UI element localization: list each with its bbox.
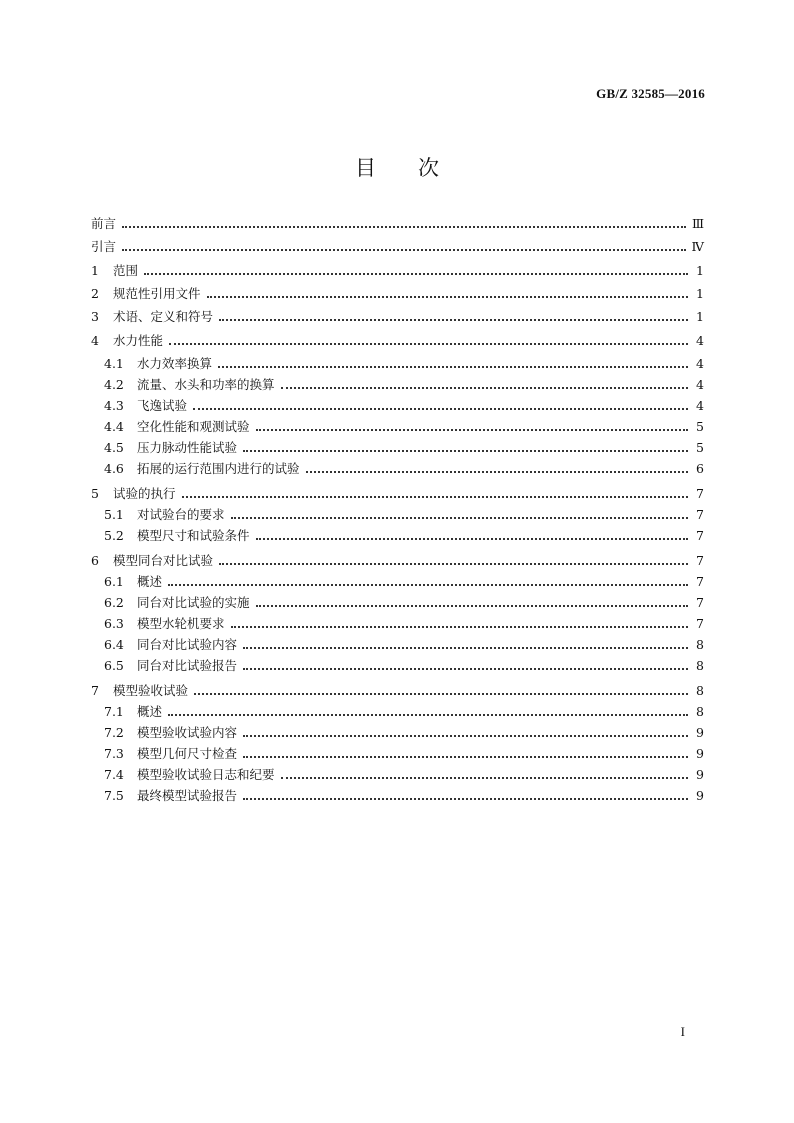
dot-leader xyxy=(207,296,688,298)
toc-entry-label: 规范性引用文件 xyxy=(113,286,201,301)
toc-entry-page: 7 xyxy=(696,616,704,631)
toc-entry[interactable] xyxy=(91,727,704,740)
dot-leader xyxy=(144,273,688,275)
toc-entry-number: 7.4 xyxy=(104,767,124,782)
toc-entry-page: 8 xyxy=(696,658,704,673)
toc-entry-page: Ⅳ xyxy=(691,239,704,254)
toc-entry-number: 7.1 xyxy=(104,704,124,719)
toc-entry-number: 3 xyxy=(91,309,99,324)
toc-entry-page: 9 xyxy=(696,788,704,803)
toc-entry-number: 7.2 xyxy=(104,725,124,740)
page-number: I xyxy=(680,1024,685,1039)
dot-leader xyxy=(243,735,688,737)
dot-leader xyxy=(231,517,688,519)
toc-entry-label: 同台对比试验内容 xyxy=(137,637,238,652)
toc-entry-label: 模型同台对比试验 xyxy=(113,553,214,568)
dot-leader xyxy=(243,450,688,452)
toc-entry[interactable] xyxy=(91,706,704,719)
toc-entry-page: 7 xyxy=(696,528,704,543)
dot-leader xyxy=(243,647,688,649)
dot-leader xyxy=(243,668,688,670)
dot-leader xyxy=(169,343,688,345)
toc-entry[interactable] xyxy=(91,421,704,434)
dot-leader xyxy=(168,584,688,586)
toc-entry-page: 9 xyxy=(696,746,704,761)
toc-entry-number: 7 xyxy=(91,683,99,698)
toc-entry-number: 6.1 xyxy=(104,574,124,589)
toc-entry[interactable] xyxy=(91,265,704,278)
toc-entry-number: 2 xyxy=(91,286,99,301)
toc-entry-page: 7 xyxy=(696,574,704,589)
toc-entry-page: 1 xyxy=(696,263,704,278)
toc-entry-label: 引言 xyxy=(91,239,117,254)
toc-entry-label: 流量、水头和功率的换算 xyxy=(137,377,275,392)
title-char-1: 目 xyxy=(355,156,376,180)
toc-entry[interactable] xyxy=(91,463,704,476)
toc-entry[interactable] xyxy=(91,442,704,455)
toc-entry-number: 1 xyxy=(91,263,99,278)
toc-entry-label: 模型尺寸和试验条件 xyxy=(137,528,250,543)
toc-entry-label: 同台对比试验报告 xyxy=(137,658,238,673)
toc-entry-number: 4.3 xyxy=(104,398,124,413)
toc-entry-number: 4 xyxy=(91,333,99,348)
toc-entry-page: 1 xyxy=(696,309,704,324)
toc-entry-number: 6.3 xyxy=(104,616,124,631)
toc-entry-page: 9 xyxy=(696,767,704,782)
dot-leader xyxy=(193,408,688,410)
toc-entry-label: 试验的执行 xyxy=(113,486,176,501)
toc-entry-label: 空化性能和观测试验 xyxy=(137,419,250,434)
dot-leader xyxy=(256,429,688,431)
toc-entry[interactable] xyxy=(91,241,704,254)
toc-entry-number: 5.2 xyxy=(104,528,124,543)
dot-leader xyxy=(281,777,688,779)
toc-entry-number: 4.1 xyxy=(104,356,124,371)
toc-entry-label: 概述 xyxy=(137,574,163,589)
toc-entry[interactable] xyxy=(91,618,704,631)
toc-entry-label: 概述 xyxy=(137,704,163,719)
toc-entry[interactable] xyxy=(91,748,704,761)
toc-entry[interactable] xyxy=(91,639,704,652)
title-char-2: 次 xyxy=(418,156,439,180)
toc-entry-number: 6.5 xyxy=(104,658,124,673)
toc-entry-page: 7 xyxy=(696,507,704,522)
dot-leader xyxy=(168,714,688,716)
toc-entry-label: 术语、定义和符号 xyxy=(113,309,214,324)
toc-entry-number: 7.5 xyxy=(104,788,124,803)
toc-entry[interactable] xyxy=(91,358,704,371)
toc-entry-number: 4.6 xyxy=(104,461,124,476)
toc-entry-number: 5 xyxy=(91,486,99,501)
toc-entry[interactable] xyxy=(91,311,704,324)
toc-entry[interactable] xyxy=(91,685,704,698)
dot-leader xyxy=(122,249,685,251)
toc-entry-label: 范围 xyxy=(113,263,139,278)
toc-entry-page: 4 xyxy=(696,398,704,413)
toc-entry-label: 最终模型试验报告 xyxy=(137,788,238,803)
toc-entry[interactable] xyxy=(91,790,704,803)
toc-entry-number: 6.4 xyxy=(104,637,124,652)
toc-entry-page: 7 xyxy=(696,595,704,610)
toc-entry-page: 6 xyxy=(696,461,704,476)
toc-entry-label: 同台对比试验的实施 xyxy=(137,595,250,610)
toc-entry-label: 前言 xyxy=(91,216,117,231)
dot-leader xyxy=(306,471,688,473)
toc-entry-page: 8 xyxy=(696,683,704,698)
toc-entry[interactable] xyxy=(91,555,704,568)
toc-entry-label: 模型验收试验内容 xyxy=(137,725,238,740)
dot-leader xyxy=(243,798,688,800)
toc-entry-page: 9 xyxy=(696,725,704,740)
toc-entry[interactable] xyxy=(91,509,704,522)
standard-code: GB/Z 32585—2016 xyxy=(596,86,705,101)
toc-entry[interactable] xyxy=(91,576,704,589)
dot-leader xyxy=(281,387,688,389)
toc-entry-number: 7.3 xyxy=(104,746,124,761)
toc-entry[interactable] xyxy=(91,488,704,501)
toc-entry-label: 拓展的运行范围内进行的试验 xyxy=(137,461,300,476)
toc-entry-label: 模型验收试验日志和纪要 xyxy=(137,767,275,782)
toc-entry-page: 5 xyxy=(696,419,704,434)
table-of-contents xyxy=(91,218,704,808)
toc-entry-page: 4 xyxy=(696,333,704,348)
toc-entry[interactable] xyxy=(91,218,704,231)
toc-entry-label: 水力性能 xyxy=(113,333,164,348)
dot-leader xyxy=(182,496,688,498)
dot-leader xyxy=(218,366,688,368)
toc-entry[interactable] xyxy=(91,288,704,301)
toc-entry-page: 8 xyxy=(696,637,704,652)
toc-entry-label: 压力脉动性能试验 xyxy=(137,440,238,455)
toc-entry[interactable] xyxy=(91,660,704,673)
toc-entry-page: 7 xyxy=(696,486,704,501)
toc-entry-label: 模型验收试验 xyxy=(113,683,189,698)
toc-entry[interactable] xyxy=(91,379,704,392)
toc-entry-page: 7 xyxy=(696,553,704,568)
toc-entry[interactable] xyxy=(91,530,704,543)
toc-entry-page: 5 xyxy=(696,440,704,455)
toc-entry[interactable] xyxy=(91,597,704,610)
toc-entry-page: 1 xyxy=(696,286,704,301)
dot-leader xyxy=(256,538,688,540)
toc-entry-page: 4 xyxy=(696,377,704,392)
toc-entry[interactable] xyxy=(91,769,704,782)
toc-entry[interactable] xyxy=(91,335,704,348)
dot-leader xyxy=(219,319,688,321)
page-title xyxy=(0,152,794,182)
toc-entry-number: 6.2 xyxy=(104,595,124,610)
dot-leader xyxy=(243,756,688,758)
toc-entry-number: 4.2 xyxy=(104,377,124,392)
toc-entry-page: Ⅲ xyxy=(691,216,704,231)
toc-entry-number: 4.4 xyxy=(104,419,124,434)
toc-entry-label: 模型水轮机要求 xyxy=(137,616,225,631)
toc-entry-number: 4.5 xyxy=(104,440,124,455)
dot-leader xyxy=(194,693,688,695)
dot-leader xyxy=(256,605,688,607)
toc-entry-label: 飞逸试验 xyxy=(137,398,188,413)
dot-leader xyxy=(219,563,688,565)
toc-entry-page: 4 xyxy=(696,356,704,371)
toc-entry-number: 5.1 xyxy=(104,507,124,522)
toc-entry-label: 水力效率换算 xyxy=(137,356,213,371)
toc-entry-label: 对试验台的要求 xyxy=(137,507,225,522)
dot-leader xyxy=(122,226,686,228)
toc-entry-label: 模型几何尺寸检查 xyxy=(137,746,238,761)
toc-entry[interactable] xyxy=(91,400,704,413)
dot-leader xyxy=(231,626,688,628)
toc-entry-page: 8 xyxy=(696,704,704,719)
toc-entry-number: 6 xyxy=(91,553,99,568)
